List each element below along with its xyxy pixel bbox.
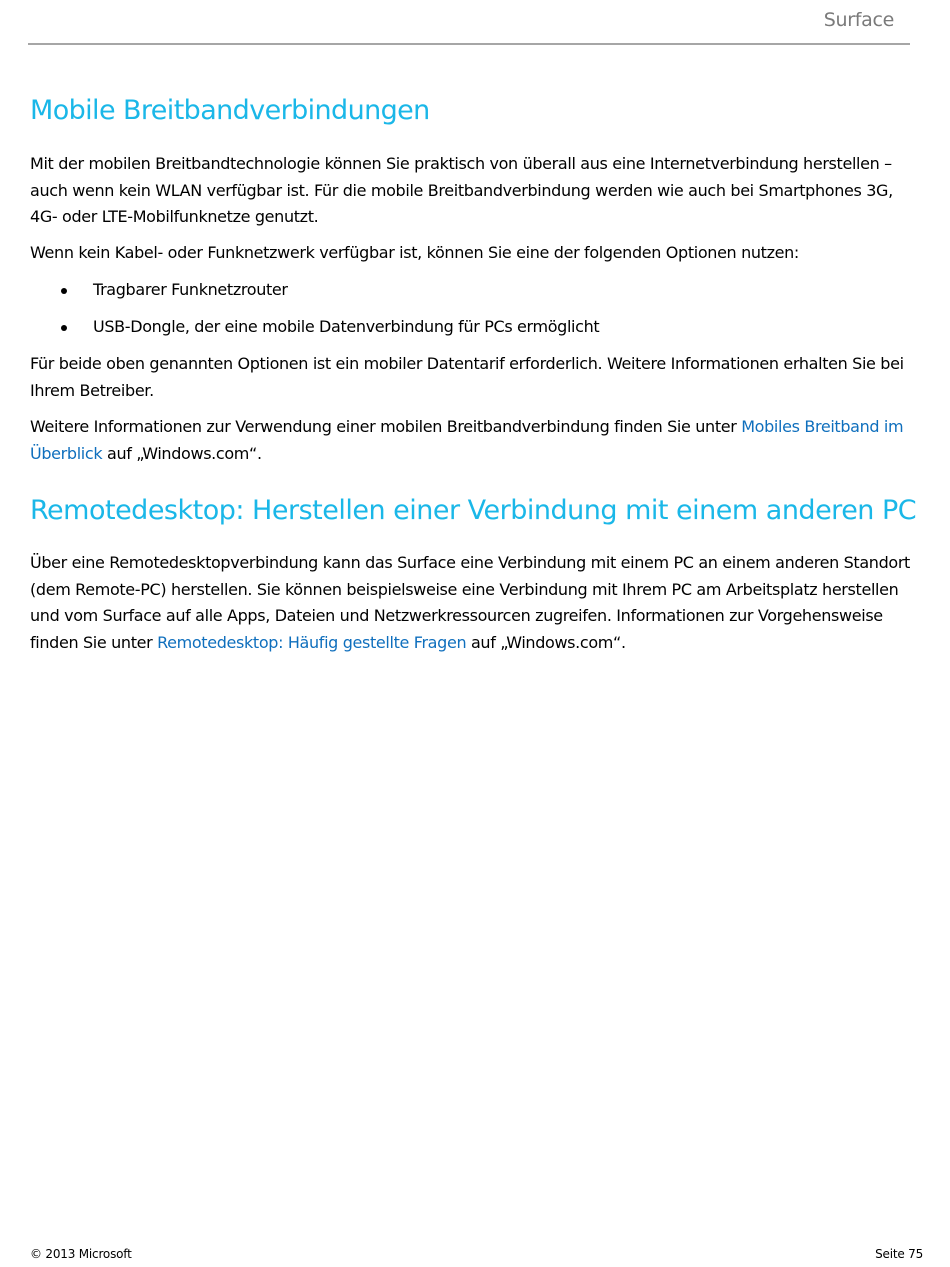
list-item: [30, 277, 910, 304]
paragraph-options: Wenn kein Kabel- oder Funknetzwerk verfügbar ist, können Sie eine der folgenden Optionen nutzen:: [30, 243, 799, 262]
header-divider: [28, 43, 910, 45]
footer-page-number: Seite 75: [875, 1247, 923, 1261]
list-item-text: Tragbarer Funknetzrouter: [93, 280, 288, 299]
section-title-remote-desktop: Remotedesktop: Herstellen einer Verbindung mit einem anderen PC: [30, 495, 917, 526]
footer-copyright: © 2013 Microsoft: [30, 1247, 132, 1261]
remote-desktop-faq-link[interactable]: Remotedesktop: Häufig gestellte Fragen: [157, 632, 467, 652]
bullet-icon: [61, 288, 67, 294]
list-item: [30, 314, 910, 341]
surface-logo: Surface: [823, 9, 894, 31]
mobile-broadband-overview-link[interactable]: Mobiles Breitband im Überblick: [30, 417, 904, 463]
list-item-text: USB-Dongle, der eine mobile Datenverbindung für PCs ermöglicht: [93, 317, 600, 336]
paragraph-text: Über eine Remotedesktopverbindung kann das Surface eine Verbindung mit einem PC an einem anderen Standort (dem Remote-PC) herstellen. Sie können beispielsweise eine Verbindung mit Ihrem PC am Arbeitsplatz herstellen und vom Surface auf alle Apps, Dateien und Netzwerkressourcen zugreifen. Informationen zur Vorgehensweise finden Sie unter: [30, 553, 910, 652]
paragraph-text: auf „Windows.com“.: [466, 632, 626, 652]
paragraph-text: Weitere Informationen zur Verwendung einer mobilen Breitbandverbindung finden Sie unter: [30, 417, 742, 436]
options-list: [30, 277, 910, 351]
paragraph-remote-desktop: [30, 550, 910, 656]
paragraph-more-info: [30, 414, 910, 467]
paragraph-text: auf „Windows.com“.: [102, 443, 262, 463]
paragraph-intro: Mit der mobilen Breitbandtechnologie können Sie praktisch von überall aus eine Internetverbindung herstellen – auch wenn kein WLAN verfügbar ist. Für die mobile Breitbandverbindung werden wie auch bei Smartphones 3G, 4G- oder LTE-Mobilfunknetze genutzt.: [30, 154, 893, 226]
bullet-icon: [61, 325, 67, 331]
paragraph-data-plan: Für beide oben genannten Optionen ist ein mobiler Datentarif erforderlich. Weitere Informationen erhalten Sie bei Ihrem Betreiber.: [30, 354, 904, 400]
section-title-mobile-broadband: Mobile Breitbandverbindungen: [30, 95, 430, 126]
